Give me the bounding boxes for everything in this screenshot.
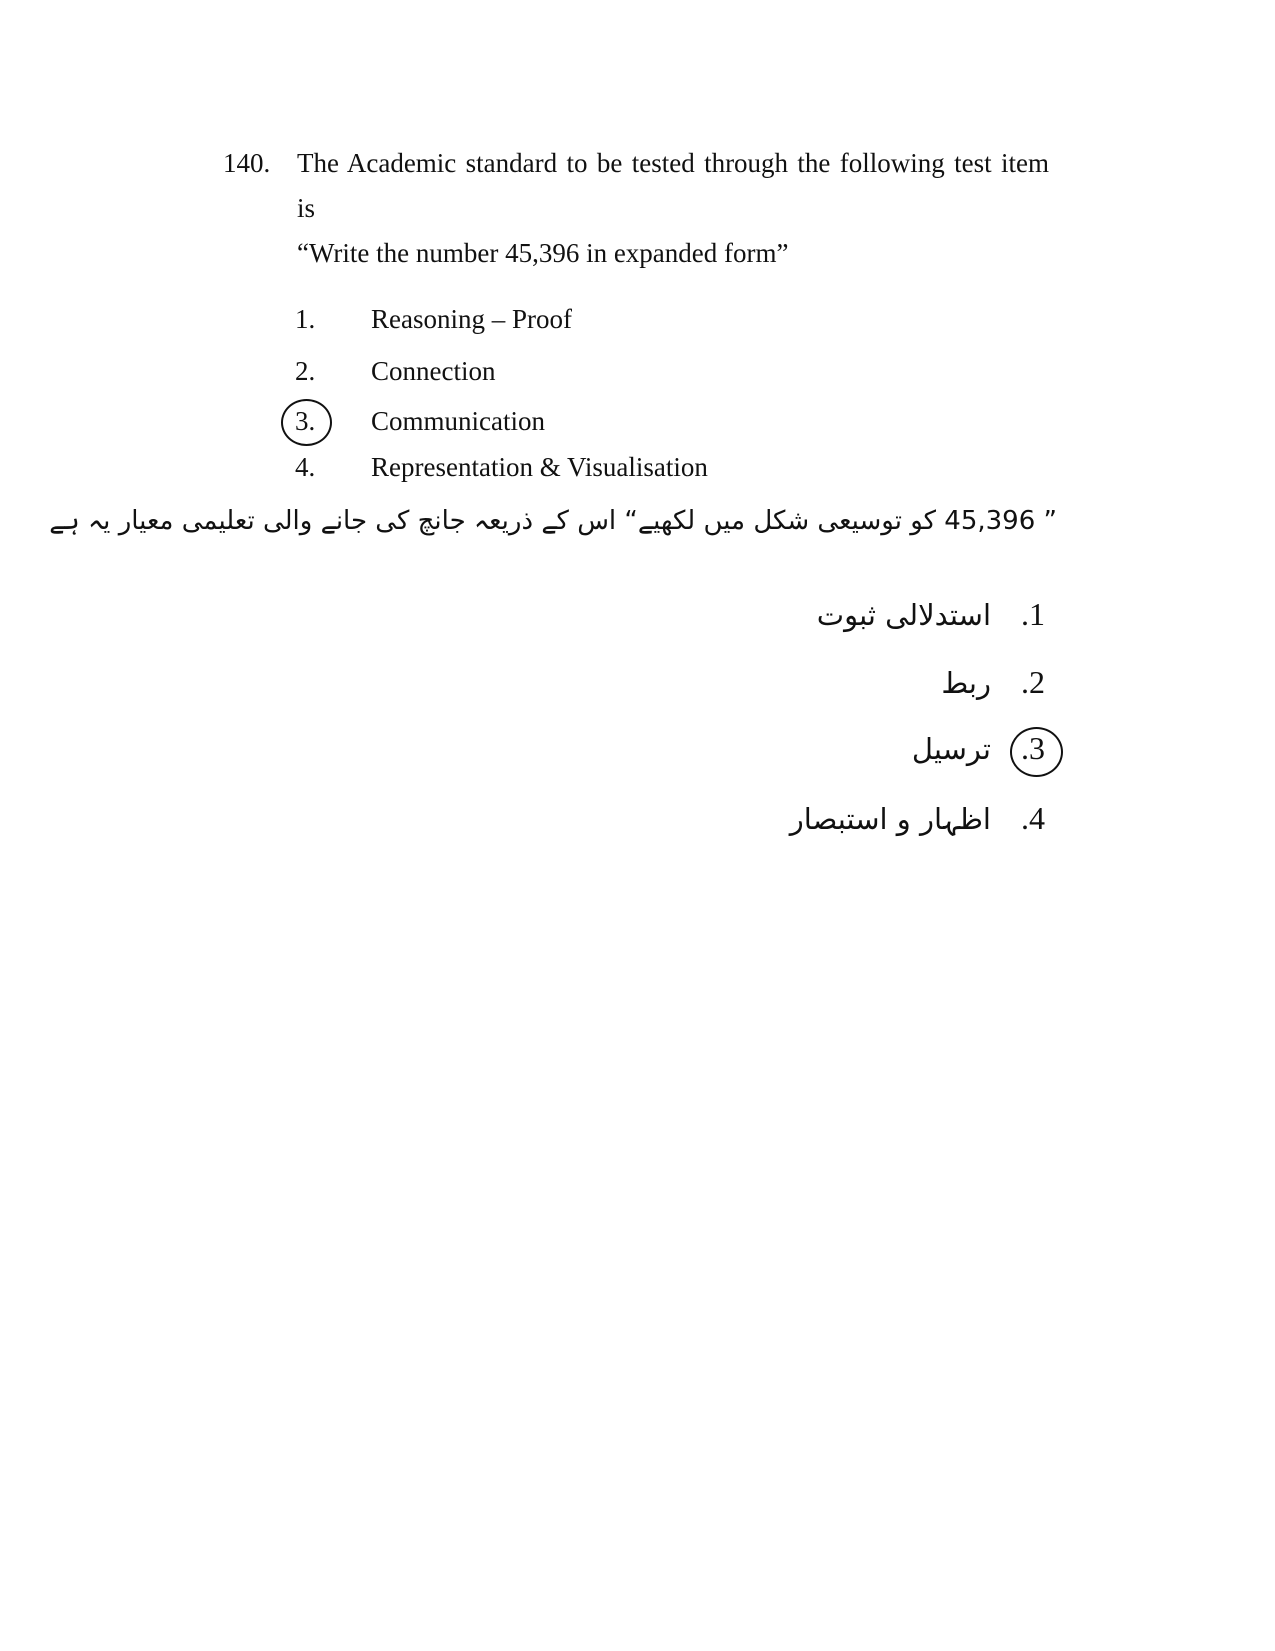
question-quote-line: “Write the number 45,396 in expanded form” <box>297 238 789 268</box>
option-number-2: 2. <box>295 356 316 386</box>
answer-circle-urdu <box>1010 727 1063 777</box>
question-text-line2: is <box>297 193 316 223</box>
option-number-4: 4. <box>295 452 316 482</box>
urdu-option-label-1: استدلالی ثبوت <box>816 597 991 632</box>
option-label-4: Representation & Visualisation <box>371 452 708 482</box>
option-label-1: Reasoning – Proof <box>371 304 572 334</box>
urdu-question-line: ” 45,396 کو توسیعی شکل میں لکھیے“ اس کے ذریعہ جانچ کی جانے والی تعلیمی معیار یہ ہے <box>49 506 1057 536</box>
urdu-option-row-2 <box>941 664 1045 701</box>
option-row-3 <box>295 406 545 438</box>
option-number-3: 3. <box>295 406 316 436</box>
urdu-option-number-2: 2. <box>1021 664 1045 700</box>
urdu-option-row-1 <box>817 596 1045 633</box>
question-text-line1: The Academic standard to be tested through the following test item <box>297 148 1049 178</box>
urdu-option-label-2: ربط <box>941 665 991 700</box>
urdu-option-label-3: ترسیل <box>911 731 991 766</box>
urdu-option-label-4: اظہار و استبصار <box>789 801 991 836</box>
urdu-option-number-3: 3. <box>1021 730 1045 766</box>
urdu-option-number-4: 4. <box>1021 800 1045 836</box>
option-row-1 <box>295 304 572 336</box>
question-number: 140. <box>223 148 271 178</box>
option-label-3: Communication <box>371 406 545 436</box>
option-row-4 <box>295 452 708 484</box>
urdu-option-number-1: 1. <box>1021 596 1045 632</box>
option-row-2 <box>295 356 495 388</box>
option-number-1: 1. <box>295 304 316 334</box>
urdu-option-row-4 <box>790 800 1045 837</box>
answer-circle-english <box>281 399 332 446</box>
option-label-2: Connection <box>371 356 496 386</box>
